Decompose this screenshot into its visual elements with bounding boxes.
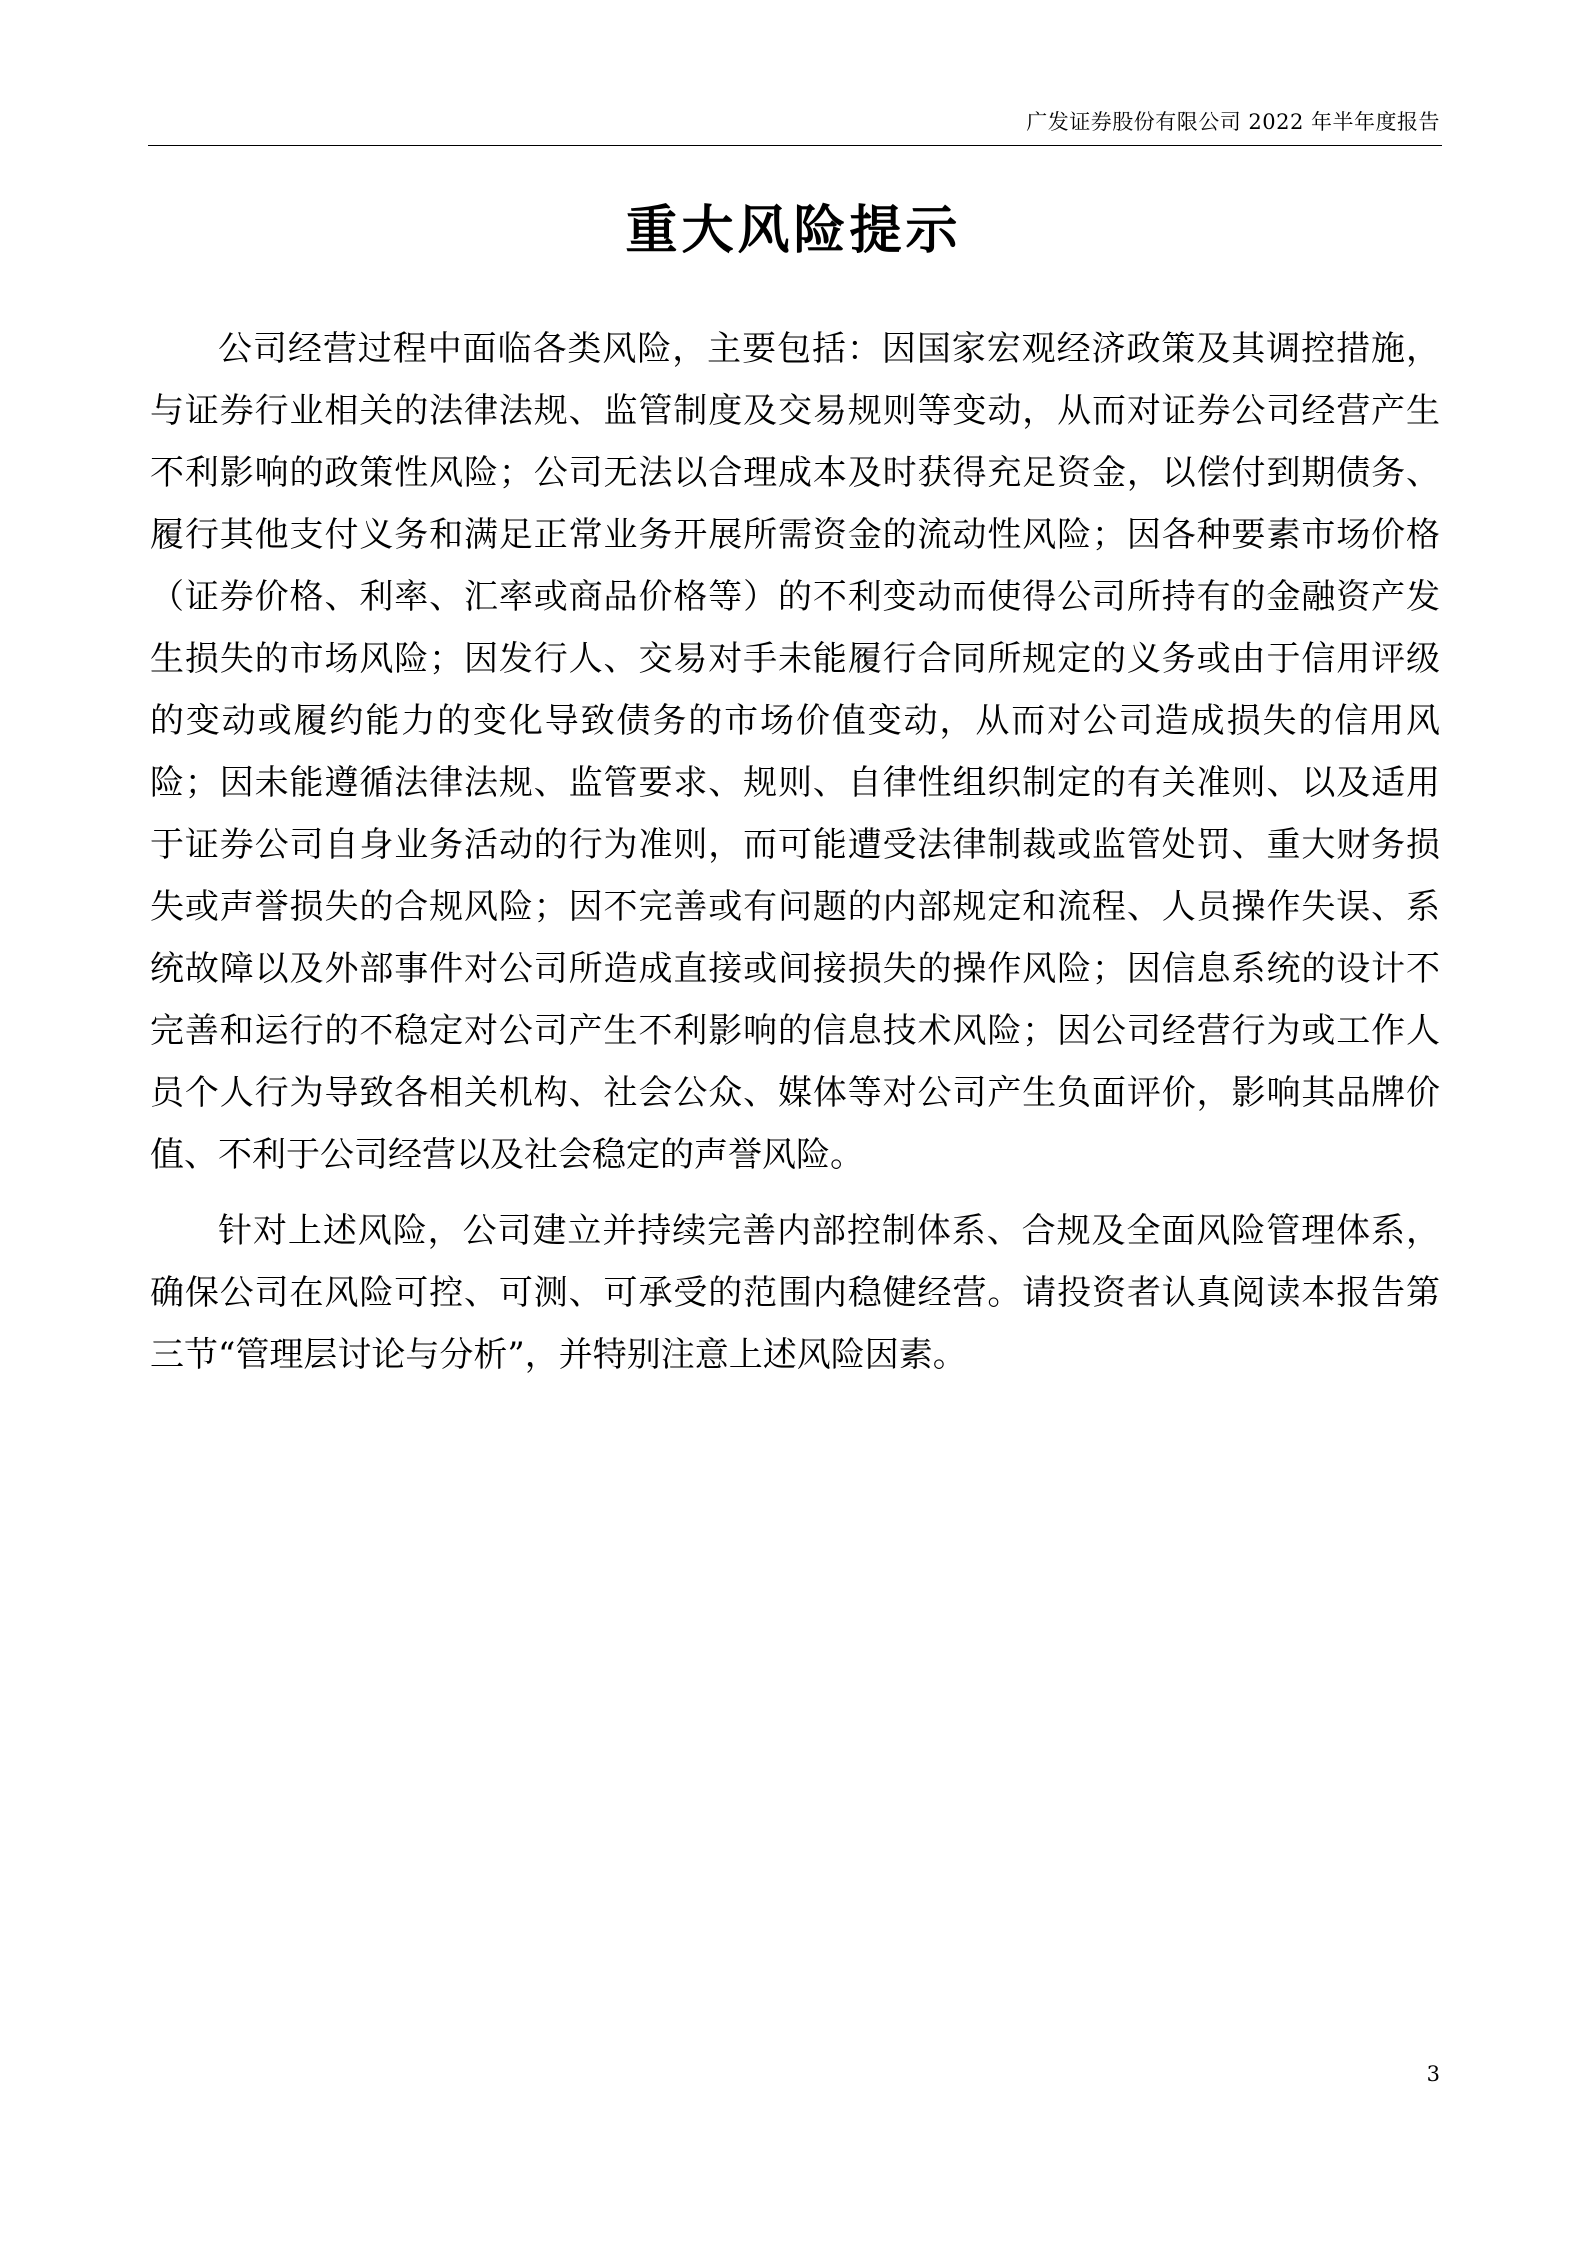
risk-response-paragraph: 针对上述风险，公司建立并持续完善内部控制体系、合规及全面风险管理体系，确保公司在风险可控、可测、可承受的范围内稳健经营。请投资者认真阅读本报告第三节“管理层讨论与分析”，并特别注意上述风险因素。 xyxy=(150,1211,1440,1375)
risk-summary-paragraph: 公司经营过程中面临各类风险，主要包括：因国家宏观经济政策及其调控措施，与证券行业相关的法律法规、监管制度及交易规则等变动，从而对证券公司经营产生不利影响的政策性风险；公司无法以合理成本及时获得充足资金，以偿付到期债务、履行其他支付义务和满足正常业务开展所需资金的流动性风险；因各种要素市场价格（证券价格、利率、汇率或商品价格等）的不利变动而使得公司所持有的金融资产发生损失的市场风险；因发行人、交易对手未能履行合同所规定的义务或由于信用评级的变动或履约能力的变化导致债务的市场价值变动，从而对公司造成损失的信用风险；因未能遵循法律法规、监管要求、规则、自律性组织制定的有关准则、以及适用于证券公司自身业务活动的行为准则，而可能遭受法律制裁或监管处罚、重大财务损失或声誉损失的合规风险；因不完善或有问题的内部规定和流程、人员操作失误、系统故障以及外部事件对公司所造成直接或间接损失的操作风险；因信息系统的设计不完善和运行的不稳定对公司产生不利影响的信息技术风险；因公司经营行为或工作人员个人行为导致各相关机构、社会公众、媒体等对公司产生负面评价，影响其品牌价值、不利于公司经营以及社会稳定的声誉风险。 xyxy=(150,329,1440,1175)
body-text xyxy=(150,318,1440,1400)
page-title: 重大风险提示 xyxy=(625,201,962,261)
running-header: 广发证券股份有限公司 2022 年半年度报告 xyxy=(1026,110,1440,134)
page-number: 3 xyxy=(1426,2062,1440,2086)
header-rule xyxy=(148,145,1442,146)
